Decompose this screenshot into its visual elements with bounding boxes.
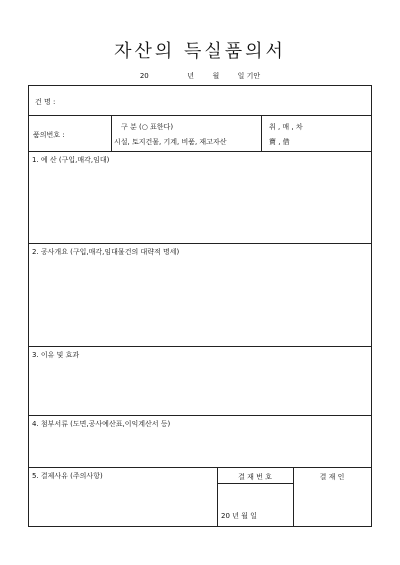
section-budget-label: 1. 예 산 (구입,매각,임대) <box>32 156 110 164</box>
section-budget <box>29 152 371 244</box>
section-reason <box>29 347 371 416</box>
approval-number-label: 결 재 번 호 <box>238 473 272 481</box>
subject-label: 건 명 : <box>35 98 56 106</box>
date-day: 일 기안 <box>237 72 261 80</box>
section-attachments <box>29 416 371 468</box>
section-settlement <box>29 468 371 526</box>
date-year: 년 <box>187 72 194 80</box>
proposal-number-label: 품의번호 : <box>33 131 65 139</box>
subject-row <box>29 86 371 116</box>
proposal-form <box>28 85 372 527</box>
document-title: 자산의 득실품의서 <box>114 41 286 62</box>
date-month: 월 <box>212 72 220 80</box>
proposal-row <box>29 116 371 152</box>
type-line-1: 취 , 매 , 차 <box>269 123 303 131</box>
section-reason-label: 3. 이유 및 효과 <box>32 351 80 359</box>
section-overview-label: 2. 공사개요 (구입,매각,임대물건의 대략적 명세) <box>32 248 180 256</box>
draft-date-line <box>0 71 400 81</box>
section-attachments-label: 4. 첨부서류 (도면,공사예산표,이익계산서 등) <box>32 420 171 428</box>
section-overview <box>29 244 371 347</box>
section-settlement-label: 5. 결제사유 (주의사항) <box>32 472 103 480</box>
category-options: 시설, 토지건물, 기계, 비품, 재고자산 <box>114 138 227 146</box>
approval-signature-label: 결 재 인 <box>319 473 345 481</box>
divider <box>217 483 293 484</box>
category-title: 구 분 (○ 표한다) <box>121 123 174 131</box>
approval-date-line: 20 년 월 일 <box>221 512 257 520</box>
divider <box>261 116 262 151</box>
divider <box>111 116 112 151</box>
type-line-2: 寶 , 借 <box>269 138 290 146</box>
date-year-prefix: 20 <box>139 72 149 80</box>
